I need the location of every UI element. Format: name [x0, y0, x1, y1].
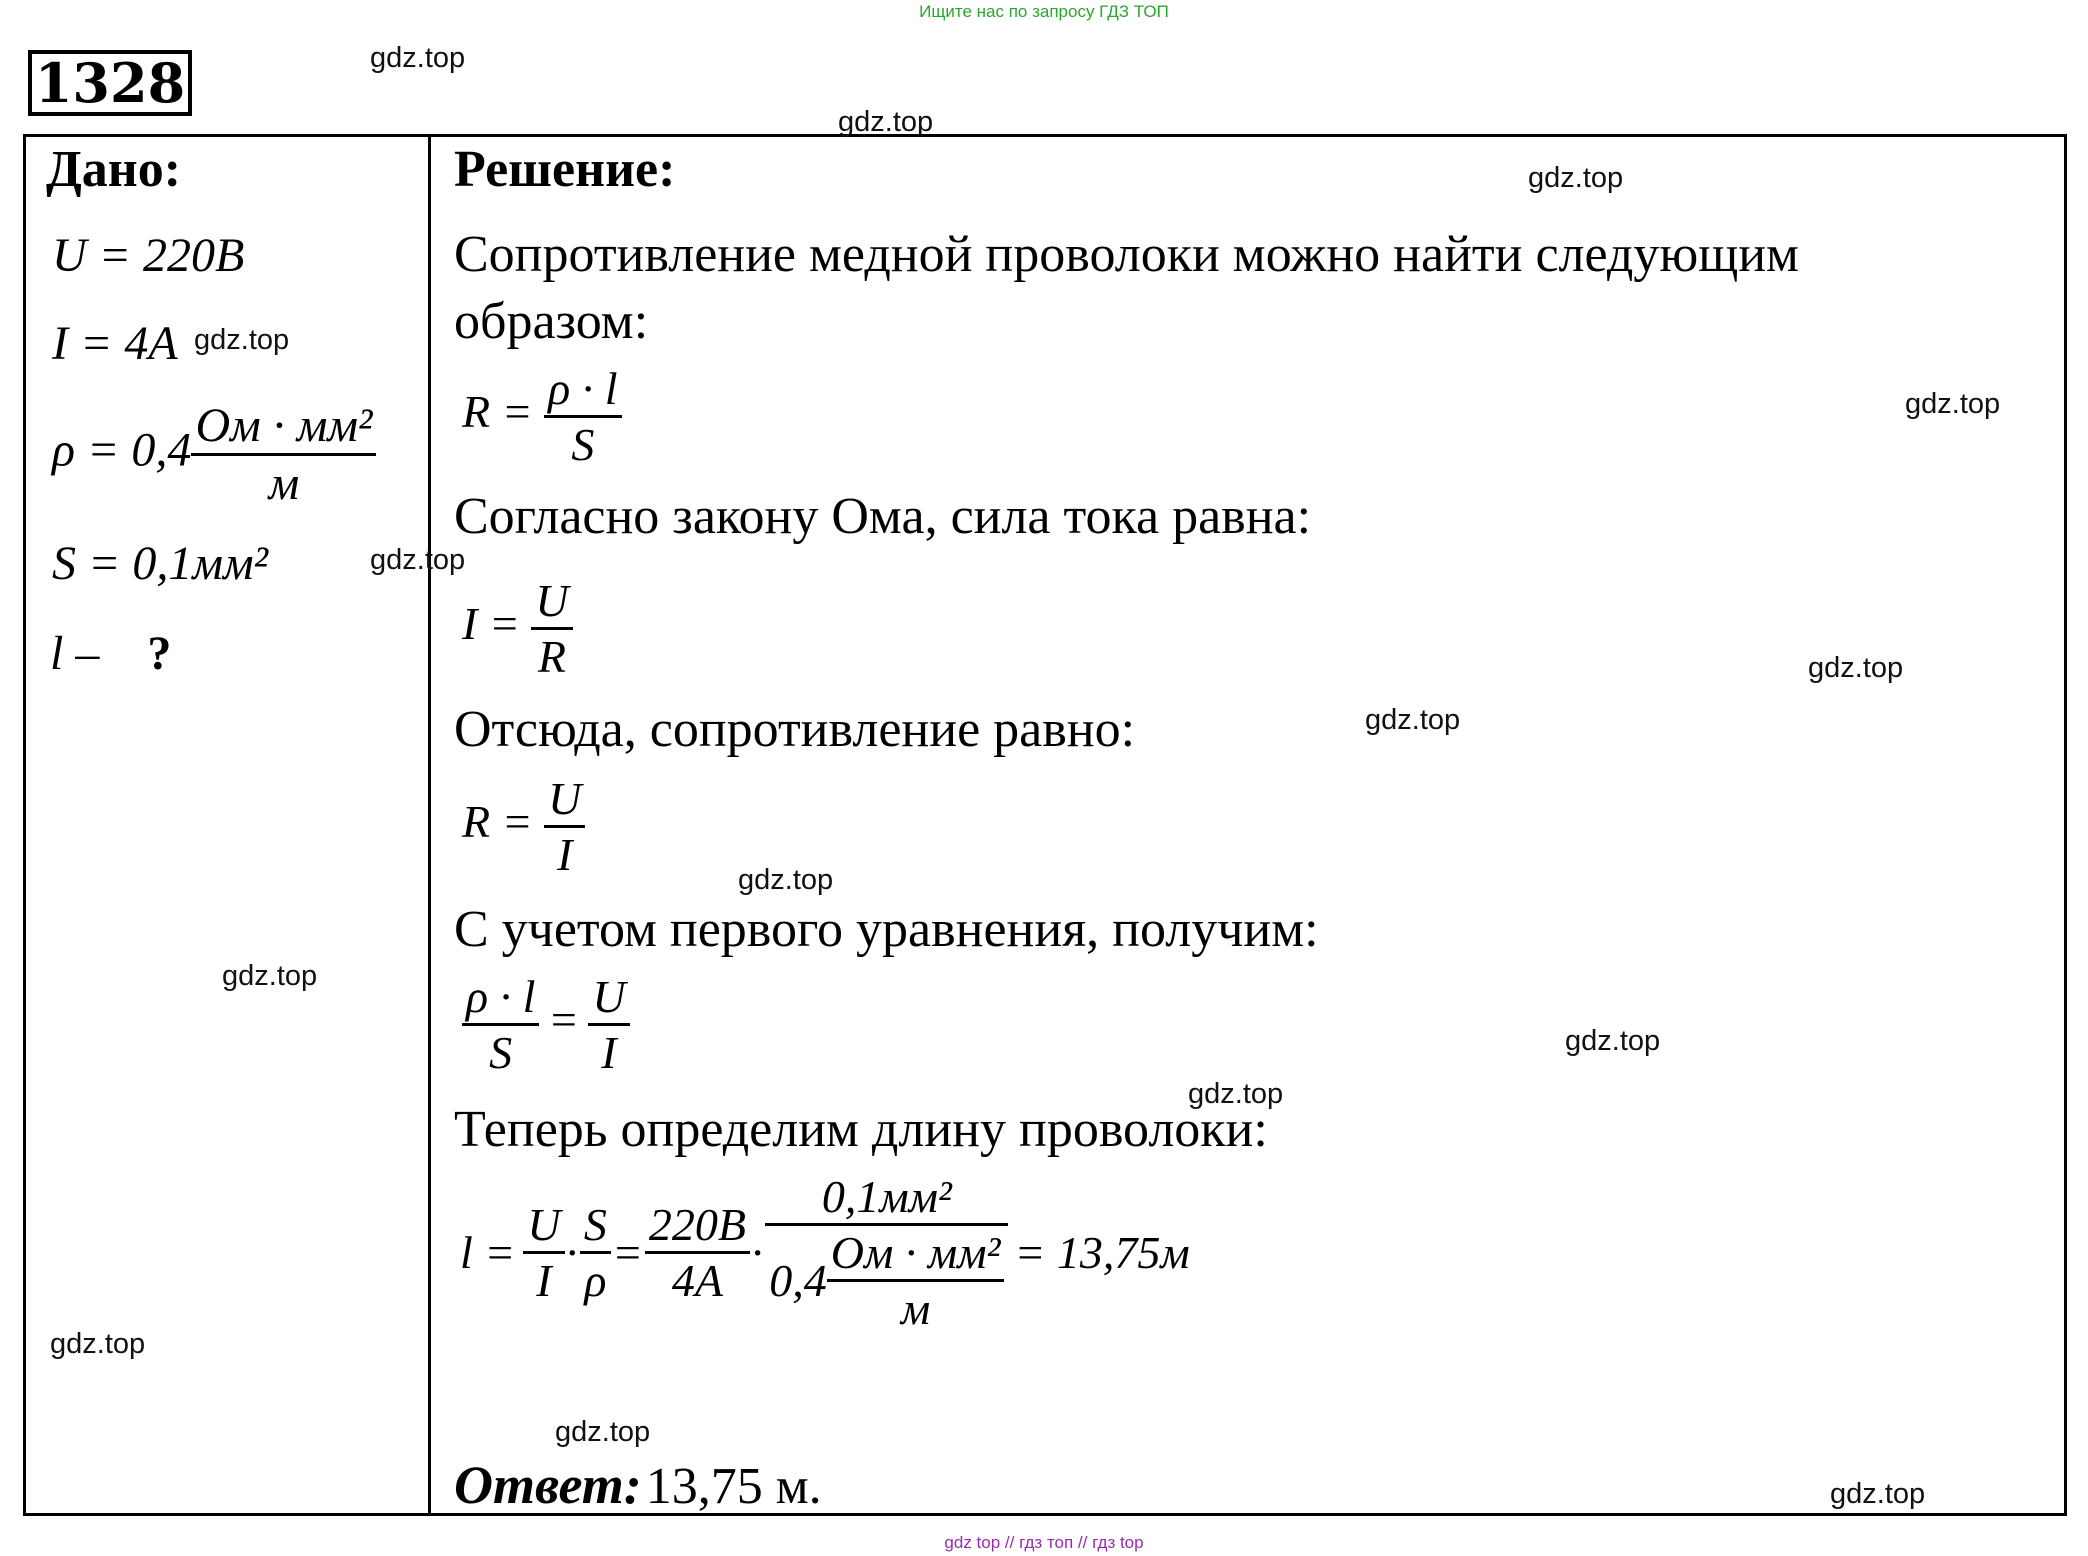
watermark: gdz.top — [838, 106, 934, 138]
watermark: gdz.top — [1528, 162, 1624, 194]
watermark: gdz.top — [194, 324, 290, 356]
formula-resistance-lhs: R = — [462, 386, 533, 438]
solution-paragraph-1-line-2: образом: — [454, 293, 649, 350]
solution-paragraph-2: Согласно закону Ома, сила тока равна: — [454, 488, 1312, 545]
formula-length-u-over-i — [523, 1198, 564, 1307]
formula-ohm-law-den: R — [537, 631, 567, 682]
task-number-box: 1328 — [28, 50, 192, 116]
formula-length-resistivity-value — [765, 1226, 1008, 1335]
given-heading: Дано: — [46, 141, 182, 198]
given-area: S = 0,1мм² — [52, 537, 269, 590]
watermark: gdz.top — [555, 1416, 651, 1448]
formula-resistance-num: ρ · l — [544, 362, 621, 418]
answer — [454, 1454, 822, 1516]
formula-equation-equals: = — [550, 994, 577, 1046]
formula-equation-left-num: ρ · l — [462, 970, 539, 1026]
formula-length-rho: ρ — [584, 1255, 607, 1306]
watermark: gdz.top — [222, 960, 318, 992]
watermark: gdz.top — [1808, 652, 1904, 684]
given-current: I = 4A — [52, 317, 178, 370]
given-resistivity — [52, 398, 376, 511]
formula-resistance-from-ohm — [462, 772, 585, 881]
formula-equation-right-den: I — [601, 1027, 617, 1078]
formula-length-result: = 13,75м — [1014, 1227, 1190, 1278]
formula-equation-left-den: S — [489, 1027, 513, 1078]
watermark: gdz.top — [738, 864, 834, 896]
watermark: gdz.top — [1565, 1025, 1661, 1057]
formula-length-u: U — [523, 1198, 564, 1254]
given-unknown-question: ? — [147, 627, 172, 680]
formula-ohm-law-fraction — [531, 574, 572, 683]
watermark: gdz.top — [370, 544, 466, 576]
formula-length-resistivity-number: 0,4 — [769, 1255, 827, 1306]
solution-paragraph-3: Отсюда, сопротивление равно: — [454, 701, 1136, 758]
formula-length-i: I — [536, 1255, 552, 1306]
formula-length-s: S — [580, 1198, 611, 1254]
formula-resistance-from-ohm-den: I — [557, 829, 573, 880]
formula-equation-right-num: U — [588, 970, 629, 1026]
given-resistivity-fraction — [191, 398, 376, 511]
watermark: gdz.top — [370, 42, 466, 74]
formula-length-dot-2: · — [749, 1227, 766, 1278]
answer-label: Ответ: — [454, 1455, 642, 1515]
formula-length-lhs: l = — [460, 1227, 516, 1278]
solution-paragraph-5: Теперь определим длину проволоки: — [454, 1101, 1268, 1158]
formula-length-resistivity-unit — [827, 1226, 1005, 1335]
formula-ohm-law-num: U — [531, 574, 572, 630]
formula-length — [460, 1170, 1190, 1335]
solution-heading: Решение: — [454, 141, 676, 198]
formula-resistance-from-ohm-lhs: R = — [462, 796, 533, 848]
given-resistivity-unit-den: м — [268, 457, 300, 510]
watermark: gdz.top — [1365, 704, 1461, 736]
formula-length-values-fraction — [645, 1198, 750, 1307]
footer-links[interactable]: gdz top // гдз топ // гдз top — [944, 1533, 1144, 1552]
formula-length-voltage-value: 220B — [645, 1198, 750, 1254]
formula-resistance-fraction — [544, 362, 621, 471]
watermark: gdz.top — [1905, 388, 2001, 420]
formula-equation-right-fraction — [588, 970, 629, 1079]
formula-length-current-value: 4A — [671, 1255, 723, 1306]
column-divider — [428, 134, 431, 1516]
solution-paragraph-1-line-1: Сопротивление медной проволоки можно найти следующим — [454, 226, 1799, 283]
formula-equation — [462, 970, 630, 1079]
formula-length-resistivity-unit-num: Ом · мм² — [827, 1226, 1005, 1282]
formula-resistance-den: S — [571, 419, 595, 470]
formula-equation-left-fraction — [462, 970, 539, 1079]
formula-resistance-from-ohm-fraction — [544, 772, 585, 881]
solution-paragraph-4: С учетом первого уравнения, получим: — [454, 901, 1319, 958]
watermark: gdz.top — [1830, 1478, 1926, 1510]
formula-length-s-over-rho — [580, 1198, 611, 1307]
watermark: gdz.top — [1188, 1078, 1284, 1110]
formula-resistance — [462, 362, 622, 471]
watermark: gdz.top — [50, 1328, 146, 1360]
formula-resistance-from-ohm-num: U — [544, 772, 585, 828]
formula-length-area-value: 0,1мм² — [765, 1170, 1008, 1226]
given-resistivity-lhs: ρ = 0,4 — [52, 423, 192, 477]
formula-ohm-law-lhs: I = — [462, 598, 520, 650]
formula-length-resistivity-unit-den: м — [900, 1283, 931, 1334]
given-voltage: U = 220B — [52, 229, 245, 282]
given-unknown-length: l – — [50, 627, 100, 680]
formula-length-equals: = — [614, 1227, 641, 1278]
answer-value: 13,75 м. — [645, 1458, 822, 1515]
formula-ohm-law — [462, 574, 573, 683]
given-resistivity-unit-num: Ом · мм² — [191, 398, 376, 456]
given-unknown — [50, 626, 171, 681]
formula-length-dot-1: · — [564, 1227, 580, 1278]
formula-length-area-over-resistivity — [765, 1170, 1008, 1335]
header-search-link[interactable]: Ищите нас по запросу ГДЗ ТОП — [919, 2, 1169, 21]
